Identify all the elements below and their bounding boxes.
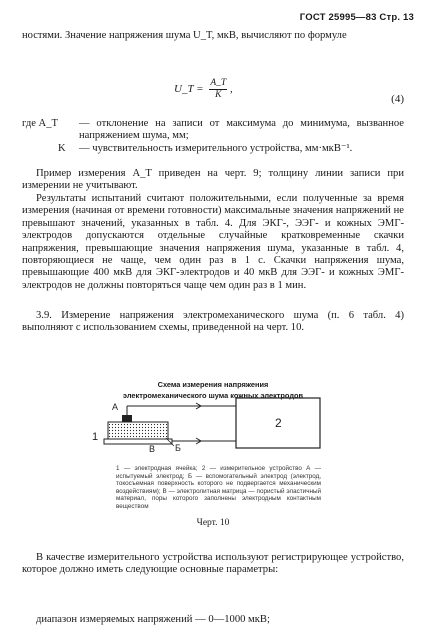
bottom-paragraph: В качестве измерительного устройства используют регистрирующее устройство, которое должно иметь следующие основные параметры: <box>22 552 404 576</box>
label-1: 1 <box>92 431 99 443</box>
formula-fraction <box>209 78 227 101</box>
definition-text: — чувствительность измерительного устройства, мм·мкВ⁻¹. <box>79 143 353 154</box>
formula-denominator: K <box>215 90 222 100</box>
figure-number: Черт. 10 <box>196 518 230 528</box>
label-B: Б <box>175 443 181 453</box>
figure-title-line2: электромеханического шума кожных электродов <box>122 391 304 400</box>
figure-10-diagram <box>0 396 426 458</box>
formula-tail: , <box>230 83 233 96</box>
definition-text: — отклонение на записи от максимума до минимума, вызванное напряжением шума, мм; <box>79 118 404 142</box>
formula-lhs: U_T = <box>174 83 204 96</box>
page-header: ГОСТ 25995—83 Стр. 13 <box>299 12 414 23</box>
figure-caption: 1 — электродная ячейка; 2 — измерительное устройство А — испытуемый электрод; Б — вспомогательный электрод (электрод, токосъемная поверхность которого не подвергается механическим воздействиям); В — электролитная матрица — пористый эластичный материал, поры которого заполнены электродным контактным веществом <box>116 465 321 510</box>
paragraph-results: Результаты испытаний считают положительными, если полученные за время измерения (начиная от времени готовности) максимальные значения напряжений не превышают значений, указанных в табл. 4. Для ЭКГ-, ЭЭГ- и кожных ЭМГ-электродов допускаются отдельные случайные кратковременные скачки напряжения, превышающие значения напряжения шума, указанные в табл. 4, повторяющиеся не чаще, чем один раз в 1 с. Скачки напряжения шума, превышающие 400 мкВ для ЭКГ-электродов и 40 мкВ для ЭЭГ- и кожных ЭМГ-электродов не должны повторяться чаще чем один раз в 1 мин. <box>22 193 404 291</box>
label-2: 2 <box>275 416 282 430</box>
paragraph-3-9: 3.9. Измерение напряжения электромеханического шума (п. 6 табл. 4) выполняют с использованием схемы, приведенной на черт. 10. <box>22 310 404 334</box>
definitions-list <box>22 118 404 168</box>
bottom-list-item: диапазон измеряемых напряжений — 0—1000 мкВ; <box>36 614 270 625</box>
label-A: А <box>112 402 119 412</box>
definition-row <box>22 143 404 168</box>
formula-numerator: A_T <box>210 78 227 88</box>
definition-symbol: где A_T <box>22 118 58 129</box>
connection-wires <box>170 403 236 444</box>
formula-number: (4) <box>391 93 404 105</box>
intro-paragraph: ностями. Значение напряжения шума U_T, мкВ, вычисляют по формуле <box>22 30 347 41</box>
formula-4 <box>174 78 233 101</box>
figure-title-line1: Схема измерения напряжения <box>157 380 269 389</box>
definition-row <box>22 118 404 143</box>
definition-symbol: K <box>58 143 66 154</box>
paragraph-example: Пример измерения A_T приведен на черт. 9; толщину линии записи при измерении не учитывают. <box>22 168 404 192</box>
label-V: В <box>149 444 156 454</box>
